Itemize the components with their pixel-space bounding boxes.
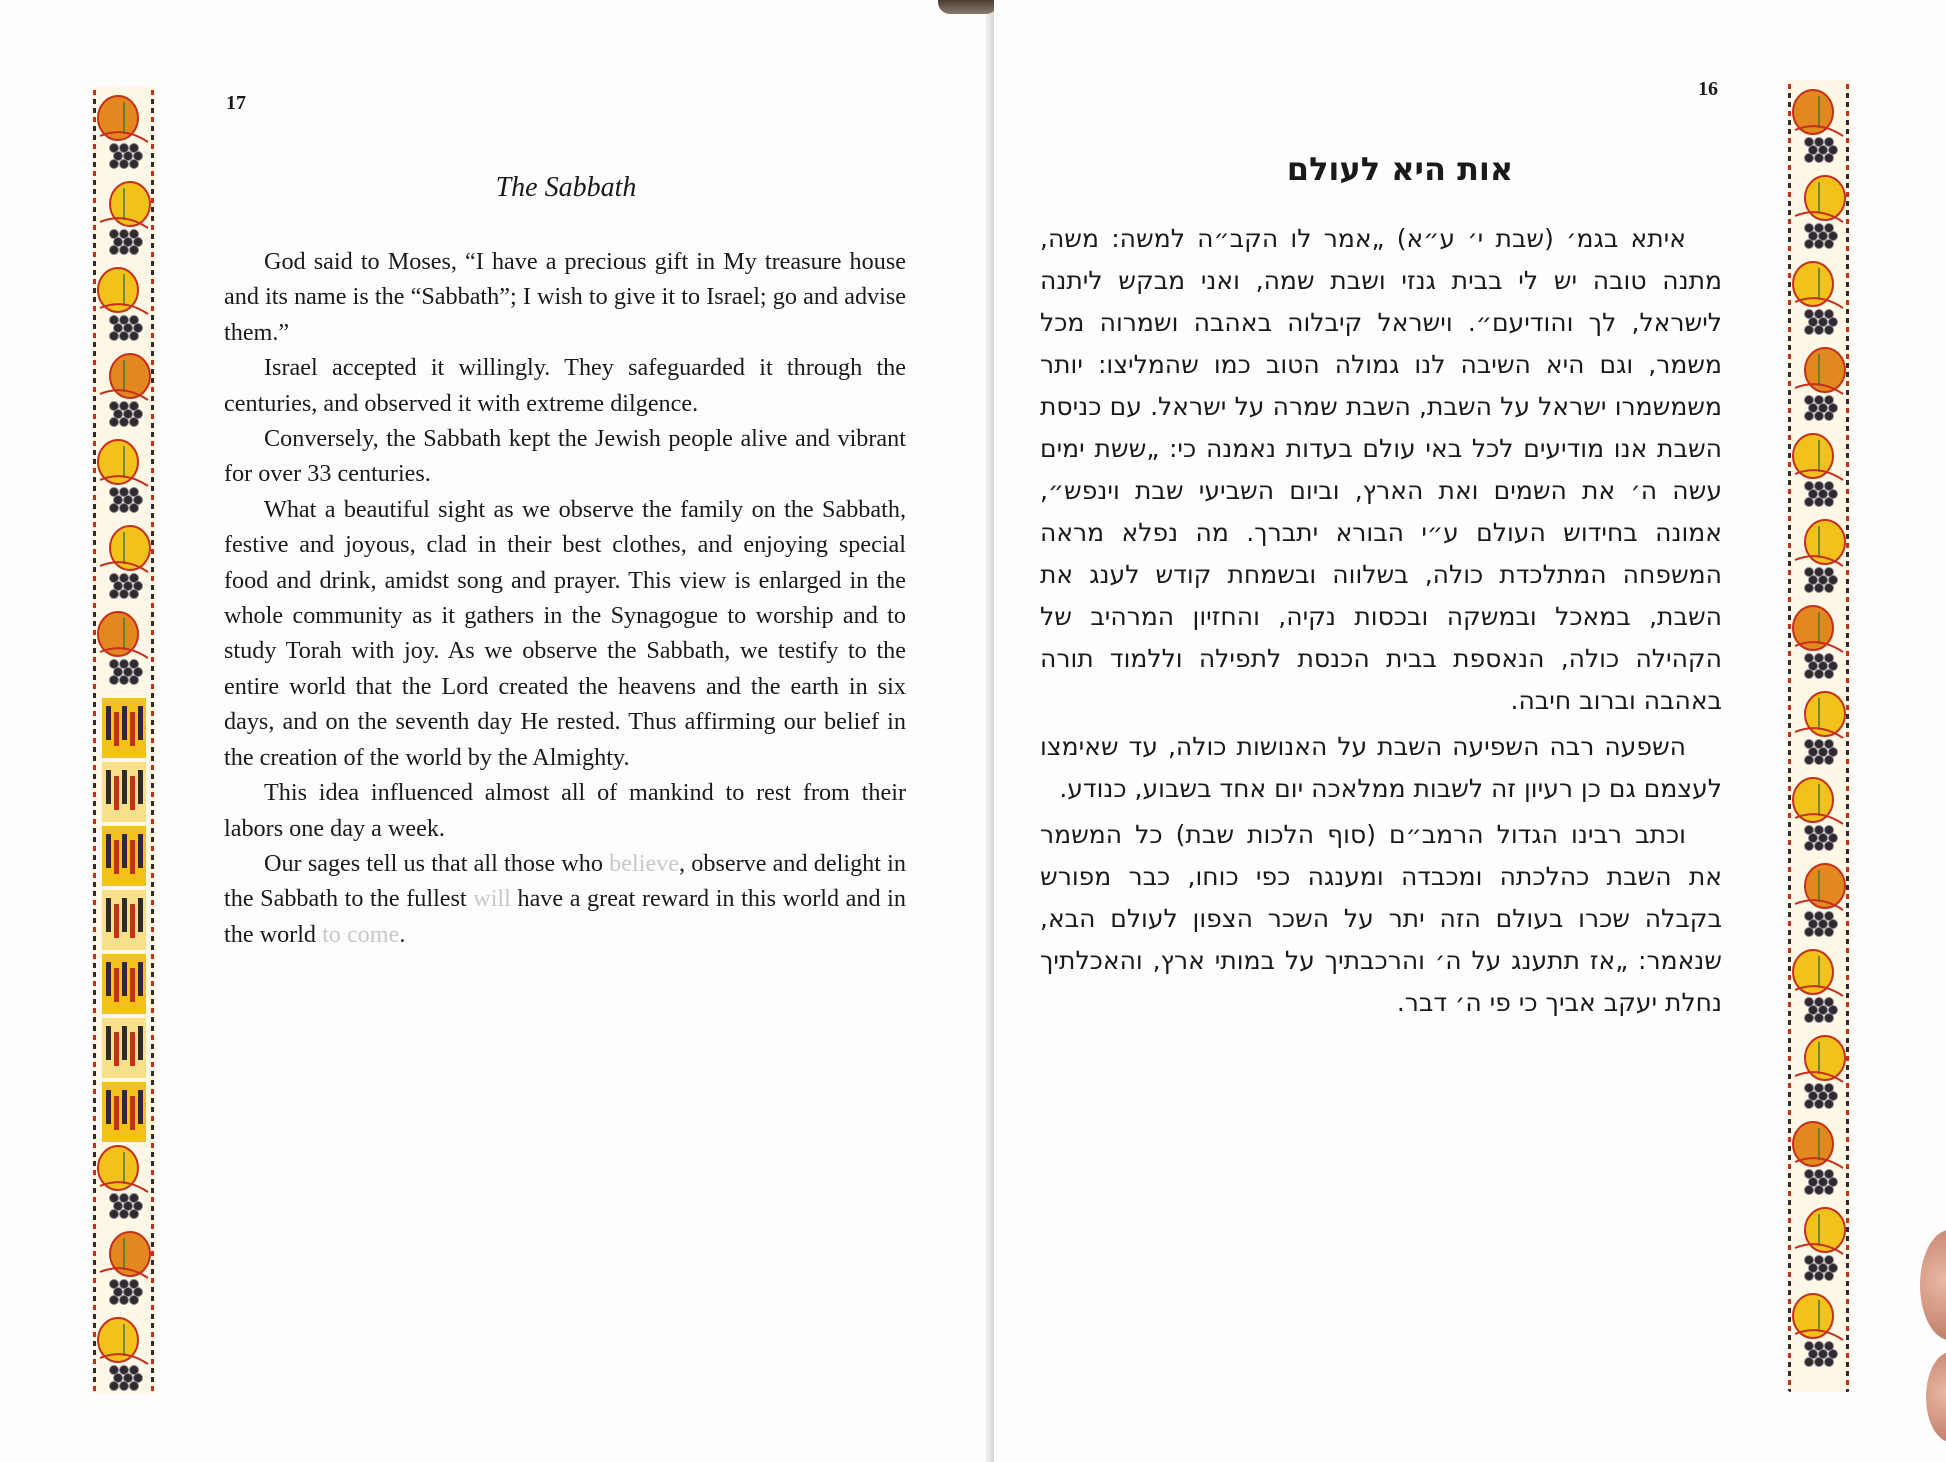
paragraph: Israel accepted it willingly. They safeguarded it through the centuries, and observed it with extreme dilgence. — [224, 354, 906, 417]
paragraph: What a beautiful sight as we observe the family on the Sabbath, festive and joyous, clad in their best clothes, and enjoying special food and drink, amidst song and prayer. This view is enlarged in the whole community as it gathers in the Synagogue to worship and to study Torah with joy. As we observe the Sabbath, we testify to the entire world that the Lord created the heavens and the earth in six days, and on the seventh day He rested. Thus affirming our belief in the creation of the world by the Almighty. — [224, 495, 906, 771]
right-page — [994, 0, 1946, 1462]
paragraph-last — [224, 846, 906, 952]
page-title: The Sabbath — [495, 172, 637, 203]
english-text — [224, 244, 906, 952]
text-run: Our sages tell us that all those who — [264, 849, 610, 877]
hebrew-title: אות היא לעולם — [1286, 150, 1514, 188]
illuminated-border-pattern — [1787, 80, 1851, 1392]
page-number: 17 — [226, 92, 246, 114]
paragraph: וכתב רבינו הגדול הרמב״ם (סוף הלכות שבת) כל המשמר את השבת כהלכתה ומכבדה ומענגה כפי כוחו, כבר מפורש בקבלה שכרו בעולם הזה יתר על השכר הצפון לעולם הבא, שנאמר: „אז תתענג על ה׳ והרכבתיך על במותי ארץ, והאכלתיך נחלת יעקב אביך כי פי ה׳ דבר. — [1040, 820, 1722, 1017]
book-spine-edge — [938, 0, 998, 14]
text-run: , observe and delight in the Sabbath to the fullest — [224, 849, 906, 913]
faded-text: to come — [322, 920, 400, 948]
hebrew-text — [1040, 218, 1722, 1028]
decorative-border-left — [92, 86, 156, 1394]
illuminated-border-pattern — [92, 86, 156, 1394]
paragraph: השפעה רבה השפיעה השבת על האנושות כולה, עד שאימצו לעצמם גם כן רעיון זה לשבות ממלאכה יום אחד בשבוע, כנודע. — [1040, 732, 1722, 803]
paragraph: God said to Moses, “I have a precious gift in My treasure house and its name is the “Sabbath”; I wish to give it to Israel; go and advise them.” — [224, 248, 906, 346]
text-run: have a great reward in this world and in the world — [224, 885, 906, 948]
faded-text: will — [473, 885, 511, 913]
decorative-border-right — [1787, 80, 1851, 1392]
paragraph: Conversely, the Sabbath kept the Jewish people alive and vibrant for over 33 centuries. — [224, 425, 906, 488]
paragraph: This idea influenced almost all of mankind to rest from their labors one day a week. — [224, 779, 906, 842]
faded-text: believe — [609, 849, 680, 877]
paragraph: איתא בגמ׳ (שבת י׳ ע״א) „אמר לו הקב״ה למשה: משה, מתנה טובה יש לי בבית גנזי ושבת שמה, ואני מבקש ליתנה לישראל, לך והודיעם״. וישראל קיבלוה באהבה ושמרוה מכל משמר, וגם היא השיבה לנו גמולה הטוב כמו שהמליצו: יותר משמשמרו ישראל על השבת, השבת שמרה על ישראל. עם כניסת השבת אנו מודיעים לכל באי עולם בעדות נאמנה כי: „ששת ימים עשה ה׳ את השמים ואת הארץ, וביום השביעי שבת וינפש״, אמונה בחידוש העולם ע״י הבורא יתברך. מה נפלא מראה המשפחה המתלכדת כולה, בשלווה ובשמחת קודש לענג את השבת, במאכל ובמשקה ובכסות נקיה, והחזיון המרהיב של הקהילה כולה, הנאספת בבית הכנסת לתפילה וללמוד תורה באהבה וברוב חיבה. — [1040, 224, 1722, 715]
page-number: 16 — [1698, 78, 1718, 100]
text-run: . — [399, 920, 406, 948]
